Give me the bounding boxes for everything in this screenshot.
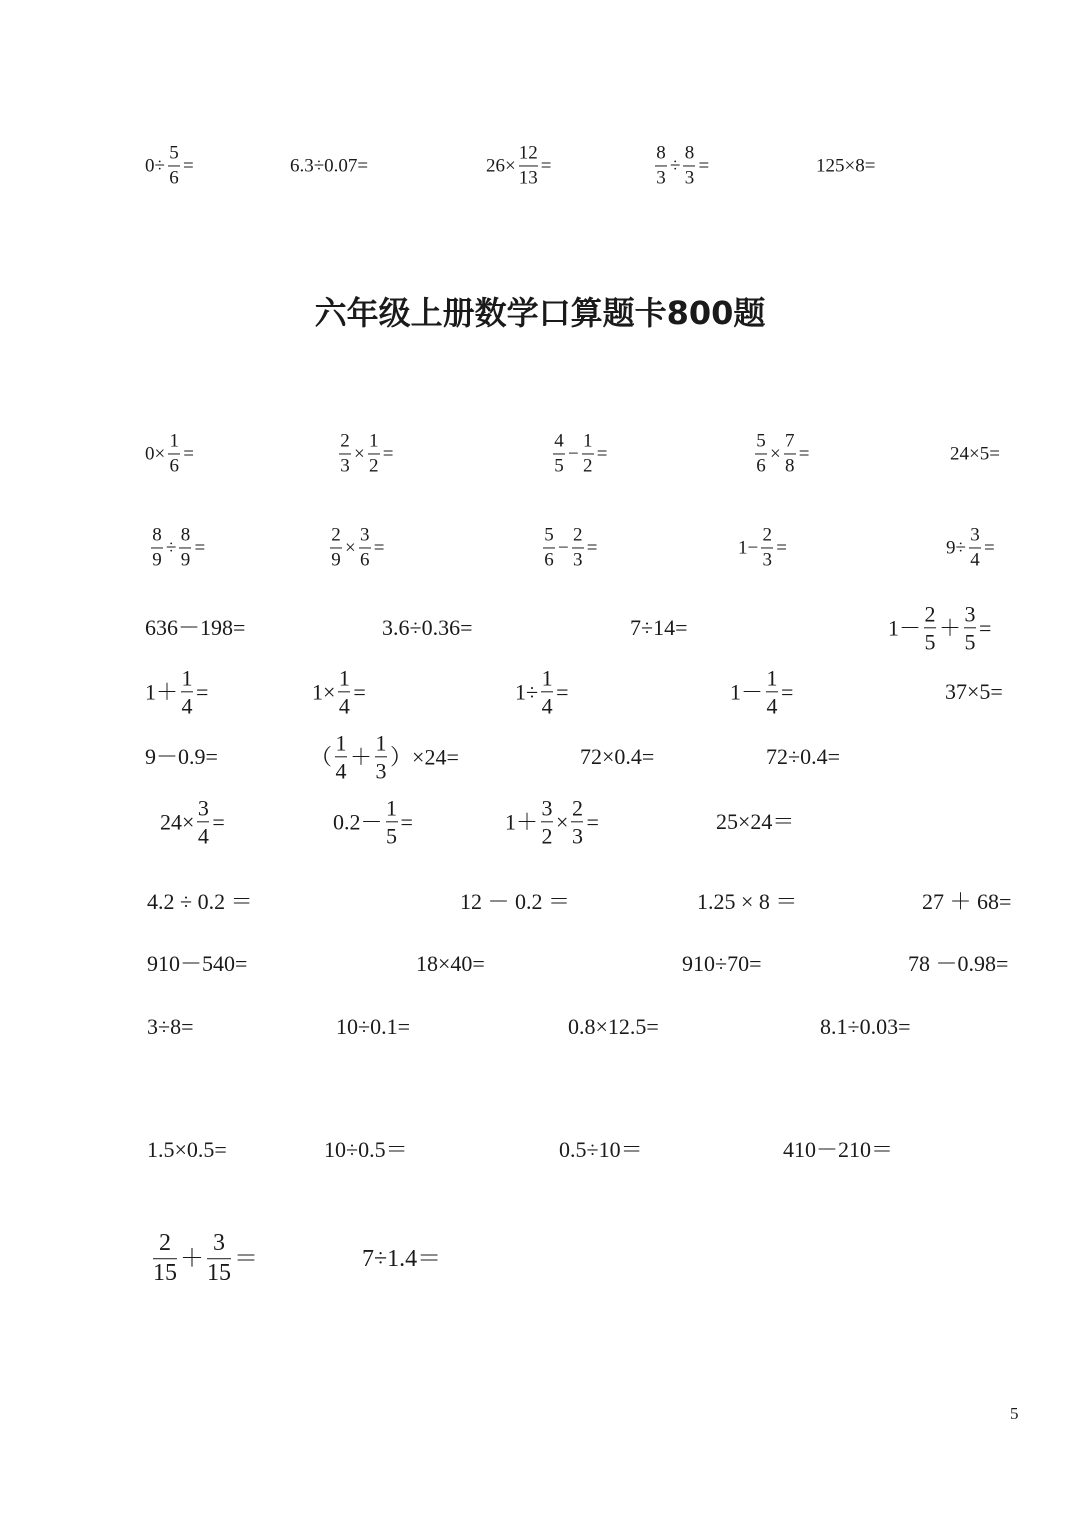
fraction-bar [655,165,667,166]
fraction-denominator: 15 [153,1260,177,1287]
fraction-numerator: 5 [756,430,766,452]
fraction [755,431,767,476]
fraction-bar [181,691,193,692]
fraction-numerator: 1 [335,730,347,756]
expression-text: × [354,443,365,465]
fraction-bar [755,453,767,454]
fraction [386,796,398,847]
fraction-denominator: 13 [518,167,538,189]
problem-item [950,445,1000,464]
problem-item [945,681,1003,703]
problem-item [145,617,245,639]
expression-text: − [558,537,569,559]
fraction [375,731,387,782]
expression-text: = [196,679,209,704]
fraction-denominator: 6 [169,455,179,477]
expression-text: 72×0.4= [580,744,655,769]
problem-item [550,431,607,476]
fraction-numerator: 2 [331,524,341,546]
expression-text: 1＋ [145,679,179,704]
problem-item [147,1016,193,1038]
fraction-numerator: 1 [582,430,593,452]
problem-item [716,811,794,833]
fraction-bar [766,691,778,692]
fraction-denominator: 3 [571,823,583,849]
expression-text: 26× [486,155,516,177]
problem-item [147,953,247,975]
problem-item [946,525,995,570]
expression-text: × [345,537,356,559]
problem-item [752,431,809,476]
fraction-denominator: 5 [964,629,976,655]
expression-text: 1－ [730,679,764,704]
problem-item [327,525,384,570]
fraction [359,525,371,570]
fraction-numerator: 3 [197,795,209,821]
fraction-bar [964,627,976,628]
fraction-denominator: 15 [207,1260,231,1287]
problem-item [416,953,485,975]
problem-item [922,891,1011,913]
expression-text: 18×40= [416,951,485,976]
fraction-numerator: 1 [766,665,778,691]
problem-item [908,953,1008,975]
fraction [368,431,380,476]
expression-text: 27 ＋ 68= [922,889,1012,914]
fraction-numerator: 2 [159,1230,171,1257]
fraction [571,796,583,847]
fraction [168,143,180,188]
expression-text: ＋ [939,615,962,640]
expression-text: = [194,537,206,559]
fraction-denominator: 4 [541,693,553,719]
fraction-denominator: 4 [181,693,193,719]
problem-item [682,953,761,975]
fraction [207,1231,231,1287]
fraction-numerator: 5 [169,142,179,164]
expression-text: ＋ [180,1246,204,1272]
fraction-bar [571,821,583,822]
fraction-numerator: 8 [684,142,695,164]
fraction-bar [541,821,553,822]
page-number: 5 [1010,1404,1019,1423]
fraction-numerator: 1 [386,795,398,821]
expression-text: 6.3÷0.07= [290,155,369,177]
fraction-bar [335,756,347,757]
fraction [572,525,584,570]
fraction [543,525,555,570]
problem-item [160,796,225,847]
expression-text: ÷ [670,155,681,177]
expression-text: 1.25 × 8 ＝ [697,889,798,914]
fraction-denominator: 2 [582,455,593,477]
expression-text: 3.6÷0.36= [382,615,473,640]
expression-text: 636－198= [145,615,246,640]
expression-text: 25×24＝ [716,809,795,834]
fraction-numerator: 12 [518,142,538,164]
fraction [179,525,191,570]
fraction [153,1231,177,1287]
fraction-numerator: 1 [368,430,379,452]
problem-item [324,1139,408,1161]
problem-item [630,617,687,639]
expression-text: 3÷8= [147,1014,194,1039]
expression-text: 7÷14= [630,615,688,640]
fraction-numerator: 1 [375,730,387,756]
problem-item [730,666,793,717]
expression-text: = [698,155,710,177]
fraction-denominator: 9 [152,549,162,571]
expression-text: 0× [145,443,166,465]
fraction-denominator: 6 [756,455,766,477]
fraction-numerator: 5 [544,524,554,546]
expression-text: 8.1÷0.03= [820,1014,911,1039]
expression-text: = [212,809,225,834]
expression-text: = [182,155,194,177]
fraction-numerator: 3 [970,524,980,546]
fraction-bar [541,691,553,692]
fraction-denominator: 3 [572,549,583,571]
expression-text: = [382,443,394,465]
fraction-numerator: 2 [571,795,583,821]
problem-item [148,525,205,570]
expression-text: 0÷ [145,155,165,177]
fraction-denominator: 9 [180,549,191,571]
problem-item [312,666,366,717]
expression-text: 1÷ [515,679,539,704]
problem-item [336,1016,410,1038]
expression-text: 10÷0.5＝ [324,1137,408,1162]
problem-item [820,1016,910,1038]
fraction-bar [582,453,594,454]
fraction-numerator: 1 [541,665,553,691]
problem-item [888,602,991,653]
fraction-bar [330,547,342,548]
fraction [553,431,565,476]
expression-text: 1＋ [505,809,539,834]
fraction [335,731,347,782]
expression-text: 10÷0.1= [336,1014,410,1039]
problem-item [540,525,597,570]
expression-text: 7÷1.4＝ [362,1246,442,1272]
expression-text: 0.8×12.5= [568,1014,659,1039]
expression-text: 9－0.9= [145,744,218,769]
expression-text: 24×5= [950,443,1000,465]
fraction-numerator: 3 [964,601,976,627]
problem-item [310,731,459,782]
expression-text: 0.2－ [333,809,383,834]
problem-item [652,143,709,188]
problem-item [505,796,599,847]
fraction-denominator: 8 [784,455,795,477]
fraction-denominator: 4 [970,549,980,571]
expression-text: 410－210＝ [783,1137,894,1162]
expression-text: 72÷0.4= [766,744,840,769]
fraction-denominator: 4 [335,758,347,784]
fraction-denominator: 3 [340,455,350,477]
problem-item [147,891,253,913]
expression-text: × [556,809,569,834]
fraction [181,666,193,717]
fraction-denominator: 2 [541,823,553,849]
expression-text: ）×24= [390,744,459,769]
expression-text: = [400,809,413,834]
problem-item [145,431,194,476]
fraction-denominator: 4 [766,693,778,719]
expression-text: 0.5÷10＝ [559,1137,643,1162]
fraction [541,796,553,847]
fraction-bar [153,1258,177,1259]
fraction [683,143,695,188]
fraction-numerator: 7 [784,430,795,452]
fraction [761,525,773,570]
fraction [784,431,796,476]
fraction [151,525,163,570]
problem-item [333,796,413,847]
fraction-bar [761,547,773,548]
problem-item [783,1139,893,1161]
fraction-numerator: 8 [656,142,666,164]
expression-text: （ [310,744,333,769]
problem-item [336,431,393,476]
expression-text: = [183,443,194,465]
expression-text: 78 －0.98= [908,951,1009,976]
problem-item [290,157,368,176]
problem-item [568,1016,659,1038]
problem-item [147,1139,227,1161]
fraction-bar [338,691,350,692]
fraction-numerator: 3 [541,795,553,821]
fraction-denominator: 5 [554,455,564,477]
fraction-bar [179,547,191,548]
fraction-bar [784,453,796,454]
expression-text: = [776,537,787,559]
fraction-denominator: 3 [656,167,666,189]
expression-text: 37×5= [945,679,1003,704]
fraction-denominator: 3 [762,549,772,571]
expression-text: 910÷70= [682,951,762,976]
fraction [541,666,553,717]
fraction-bar [683,165,695,166]
problem-item [766,746,840,768]
expression-text: 1− [738,537,759,559]
expression-text: = [781,679,794,704]
expression-text: 4.2 ÷ 0.2 ＝ [147,889,253,914]
problem-item [697,891,797,913]
fraction [519,143,538,188]
fraction-numerator: 8 [152,524,162,546]
expression-text: ＝ [234,1246,258,1272]
fraction-bar [339,453,351,454]
fraction-bar [386,821,398,822]
fraction-bar [151,547,163,548]
problem-item [559,1139,643,1161]
fraction-denominator: 5 [924,629,936,655]
fraction-denominator: 4 [197,823,209,849]
problem-item [816,157,875,176]
expression-text: = [373,537,385,559]
fraction-denominator: 3 [375,758,387,784]
fraction-denominator: 4 [338,693,350,719]
expression-text: = [556,679,569,704]
problem-item [382,617,472,639]
fraction [924,602,936,653]
problem-item [145,666,208,717]
fraction-numerator: 2 [762,524,772,546]
expression-text: 1－ [888,615,922,640]
problem-item [738,525,787,570]
fraction [655,143,667,188]
fraction-bar [168,453,180,454]
fraction-bar [168,165,180,166]
expression-text: 12 － 0.2 ＝ [460,889,571,914]
worksheet-title: 六年级上册数学口算题卡800题 [314,294,766,332]
expression-text: = [979,615,992,640]
expression-text: = [798,443,810,465]
fraction-denominator: 5 [386,823,398,849]
fraction [969,525,981,570]
expression-text: = [586,537,598,559]
problem-item [150,1231,258,1287]
fraction-bar [375,756,387,757]
fraction-denominator: 9 [331,549,341,571]
fraction-bar [368,453,380,454]
fraction-bar [207,1258,231,1259]
fraction [330,525,342,570]
fraction-numerator: 4 [554,430,564,452]
problem-item [486,143,551,188]
fraction [766,666,778,717]
fraction-numerator: 3 [213,1230,225,1257]
expression-text: = [586,809,599,834]
fraction-numerator: 2 [340,430,350,452]
expression-text: 1× [312,679,336,704]
expression-text: 910－540= [147,951,248,976]
fraction-bar [197,821,209,822]
fraction-denominator: 6 [169,167,179,189]
expression-text: 125×8= [816,155,876,177]
fraction-numerator: 2 [924,601,936,627]
problem-item [580,746,654,768]
expression-text: × [770,443,781,465]
problem-item [362,1247,441,1271]
fraction-numerator: 2 [572,524,583,546]
fraction-denominator: 6 [544,549,554,571]
fraction-denominator: 6 [359,549,370,571]
expression-text: 24× [160,809,195,834]
fraction-denominator: 2 [368,455,379,477]
fraction-bar [543,547,555,548]
fraction [338,666,350,717]
expression-text: ＋ [350,744,373,769]
problem-item [460,891,570,913]
expression-text: = [983,537,995,559]
fraction [339,431,351,476]
fraction-bar [553,453,565,454]
problem-item [515,666,569,717]
fraction-bar [924,627,936,628]
expression-text: 9÷ [946,537,966,559]
fraction-numerator: 3 [359,524,370,546]
fraction-bar [969,547,981,548]
fraction-bar [359,547,371,548]
fraction [197,796,209,847]
expression-text: ÷ [166,537,177,559]
expression-text: 1.5×0.5= [147,1137,227,1162]
fraction-numerator: 1 [338,665,350,691]
fraction [964,602,976,653]
fraction [168,431,180,476]
expression-text: = [353,679,366,704]
expression-text: = [596,443,608,465]
expression-text: = [540,155,552,177]
fraction [582,431,594,476]
fraction-denominator: 3 [684,167,695,189]
fraction-numerator: 1 [169,430,179,452]
fraction-bar [519,165,538,166]
problem-item [145,143,194,188]
problem-item [145,746,218,768]
fraction-numerator: 8 [180,524,191,546]
expression-text: − [568,443,579,465]
fraction-bar [572,547,584,548]
fraction-numerator: 1 [181,665,193,691]
